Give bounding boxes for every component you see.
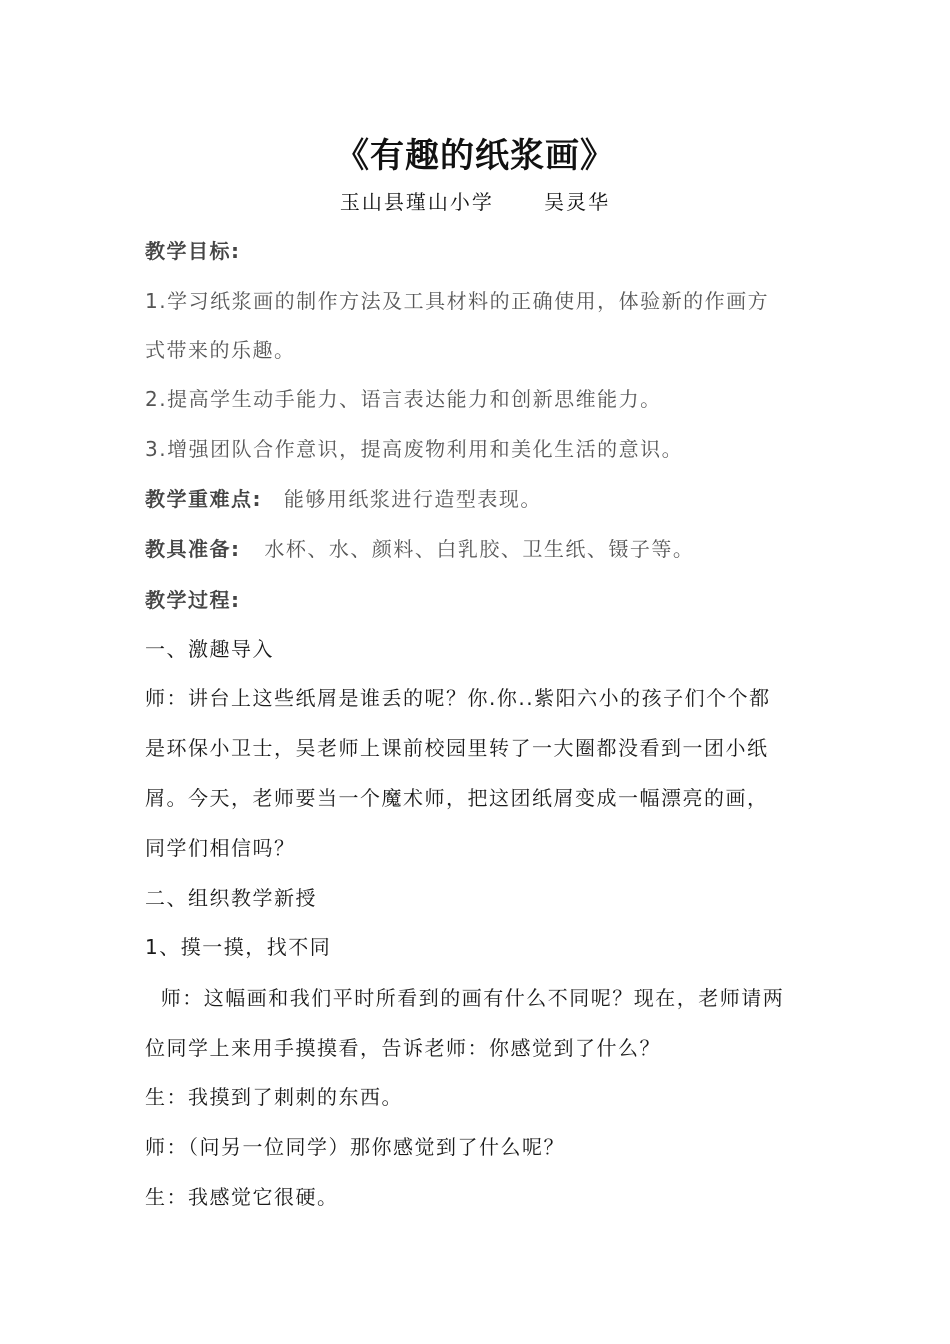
paragraph-1-line-2: 是环保小卫士，吴老师上课前校园里转了一大圈都没看到一团小纸 [145,736,769,760]
paragraph-1-line-1: 师：讲台上这些纸屑是谁丢的呢？你.你..紫阳六小的孩子们个个都 [145,686,771,710]
materials-label: 教具准备: [145,537,241,561]
key-points-text: 能够用纸浆进行造型表现。 [283,487,542,511]
document-byline: 玉山县瑾山小学 吴灵华 [339,190,611,214]
objective-1-line-1: 1.学习纸浆画的制作方法及工具材料的正确使用，体验新的作画方 [145,289,770,313]
section-1-heading: 一、激趣导入 [145,637,274,661]
document-title: 《有趣的纸浆画》 [335,136,615,176]
paragraph-2-line-2: 位同学上来用手摸摸看，告诉老师：你感觉到了什么？ [145,1036,661,1060]
subsection-1-heading: 1、摸一摸，找不同 [145,935,332,959]
paragraph-1-line-3: 屑。今天，老师要当一个魔术师，把这团纸屑变成一幅漂亮的画， [145,786,769,810]
paragraph-1-line-4: 同学们相信吗？ [145,836,296,860]
materials-text: 水杯、水、颜料、白乳胶、卫生纸、镊子等。 [264,537,695,561]
objective-3: 3.增强团队合作意识，提高废物利用和美化生活的意识。 [145,437,684,461]
student-reply-2: 生：我感觉它很硬。 [145,1185,339,1209]
paragraph-2-line-1: 师：这幅画和我们平时所看到的画有什么不同呢？现在，老师请两 [145,986,785,1010]
process-heading: 教学过程: [145,588,241,612]
key-points-label: 教学重难点: [145,487,262,511]
student-reply-1: 生：我摸到了刺刺的东西。 [145,1085,403,1109]
section-2-heading: 二、组织教学新授 [145,886,317,910]
objective-2: 2.提高学生动手能力、语言表达能力和创新思维能力。 [145,387,662,411]
materials-row [145,535,825,563]
objectives-heading: 教学目标: [145,239,241,263]
teacher-question: 师：（问另一位同学）那你感觉到了什么呢？ [145,1135,565,1159]
key-points-row [145,485,825,513]
objective-1-line-2: 式带来的乐趣。 [145,338,296,362]
